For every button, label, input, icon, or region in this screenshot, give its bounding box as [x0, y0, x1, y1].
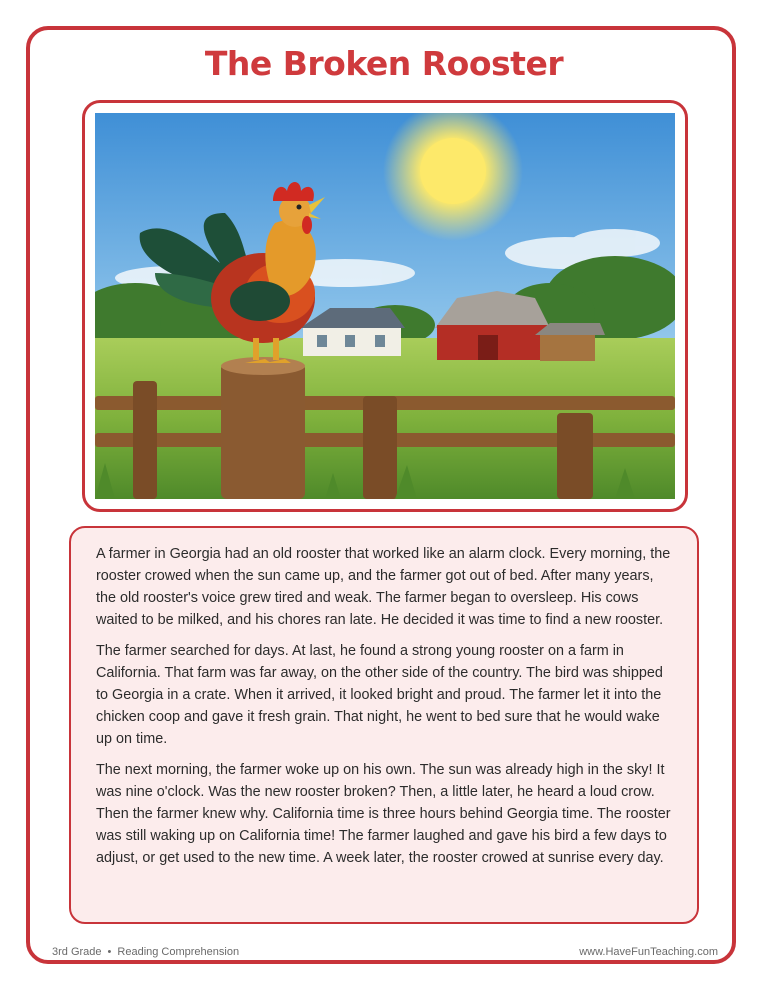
illustration-frame — [82, 100, 688, 512]
footer-separator-dot: • — [107, 946, 112, 958]
story-text-box — [69, 526, 699, 924]
footer-grade: 3rd Grade — [52, 946, 102, 958]
story-paragraph-1: A farmer in Georgia had an old rooster that worked like an alarm clock. Every morning, the rooster crowed when the sun came up, and the farmer got out of bed. After many years, the old rooster's voice grew tired and weak. The farmer began to oversleep. His cows waited to be milked, and his chores ran late. He decided it was time to find a new rooster. — [96, 546, 671, 628]
footer-subject: Reading Comprehension — [117, 946, 240, 958]
story-paragraph-2: The farmer searched for days. At last, he found a strong young rooster on a farm in California. That farm was far away, on the other side of the country. The bird was shipped to Georgia in a crate. When it arrived, it looked bright and proud. The farmer let it into the chicken coop and gave it fresh grain. That night, he went to bed sure that he would wake up on time. — [96, 643, 663, 747]
story-paragraph-3: The next morning, the farmer woke up on his own. The sun was already high in the sky! It was nine o'clock. Was the new rooster broken? Then, a little later, he heard a loud crow. Then the farmer knew why. California time is three hours behind Georgia time. The rooster was still waking up on California time! The farmer laughed and gave his bird a few days to adjust, or get used to the new time. A week later, the rooster crowed at sunrise every day. — [96, 762, 671, 866]
footer-website-link[interactable]: www.HaveFunTeaching.com — [579, 946, 718, 958]
footer-grade-subject — [52, 946, 239, 958]
rooster-farm-illustration — [95, 113, 675, 499]
page-title: The Broken Rooster — [204, 44, 564, 83]
